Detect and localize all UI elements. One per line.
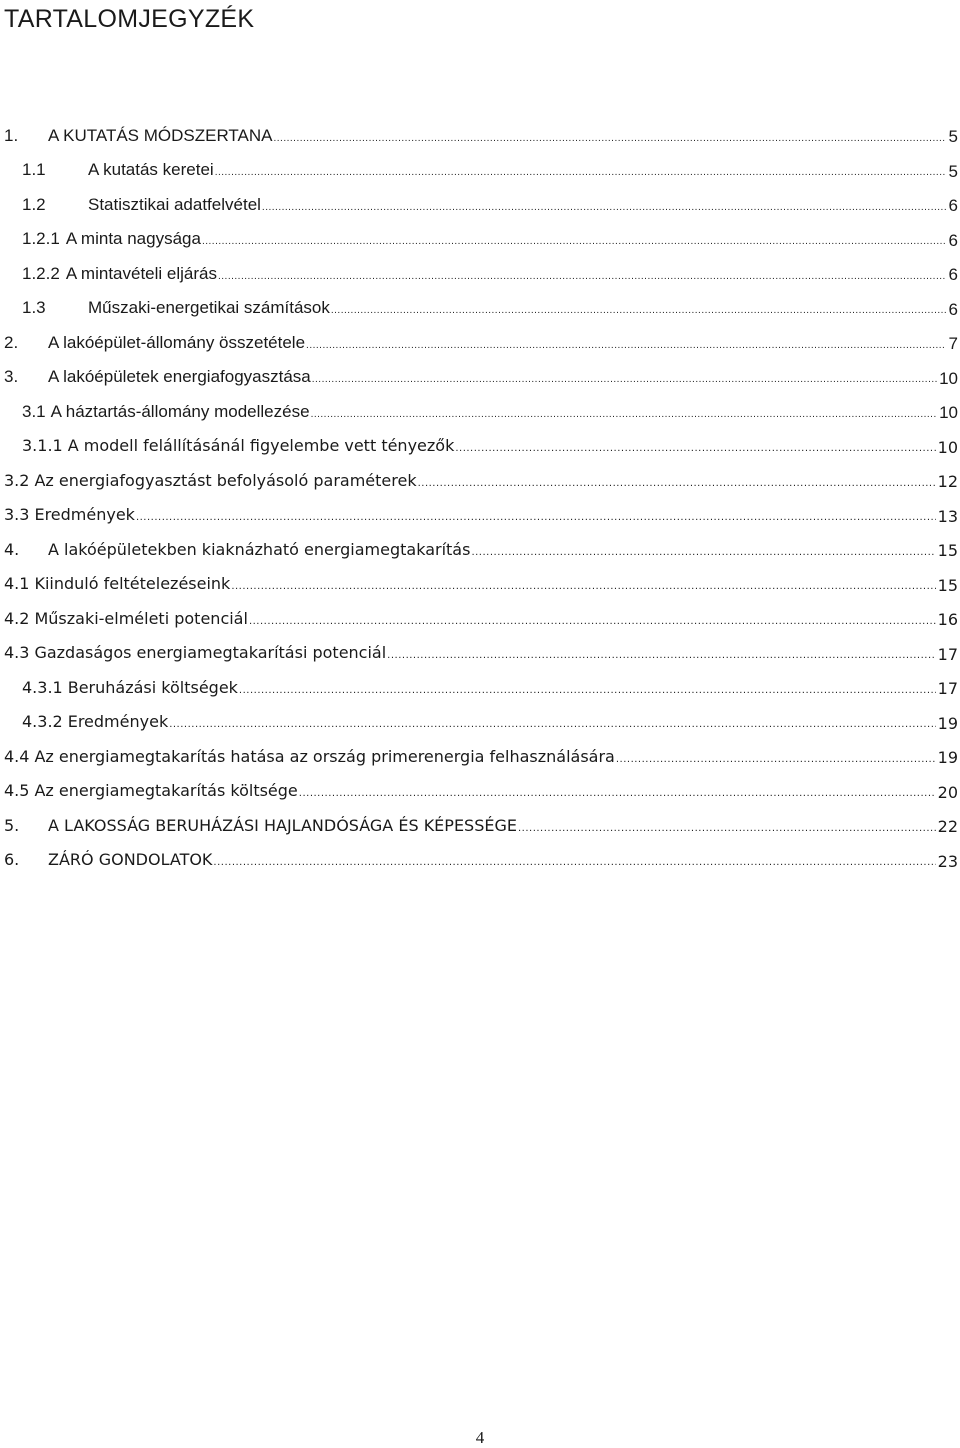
toc-dot-leader xyxy=(299,784,936,804)
toc-entry-page: 7 xyxy=(948,334,958,354)
toc-entry-title: Gazdaságos energiamegtakarítási potenciál xyxy=(34,643,387,663)
toc-dot-leader xyxy=(418,474,936,494)
toc-entry[interactable] xyxy=(0,189,960,224)
toc-entry-page: 13 xyxy=(937,506,958,526)
toc-entry-title: A kutatás keretei xyxy=(88,160,214,180)
toc-entry-page: 12 xyxy=(937,472,958,492)
toc-dot-leader xyxy=(213,853,935,873)
toc-entry-number: 4.3.1 xyxy=(22,677,63,697)
toc-entry[interactable] xyxy=(0,327,960,362)
toc-entry[interactable] xyxy=(0,500,960,535)
toc-dot-leader xyxy=(387,646,935,666)
toc-entry-page: 10 xyxy=(939,368,958,388)
toc-dot-leader xyxy=(312,370,937,390)
toc-entry[interactable] xyxy=(0,534,960,569)
toc-entry-title: A háztartás-állomány modellezése xyxy=(50,401,310,421)
toc-entry-title: Eredmények xyxy=(67,712,169,732)
toc-entry-page: 22 xyxy=(937,817,958,837)
toc-dot-leader xyxy=(249,612,936,632)
toc-dot-leader xyxy=(331,301,946,321)
toc-entry-title: Kiinduló feltételezéseink xyxy=(34,574,231,594)
toc-entry-page: 20 xyxy=(937,782,958,802)
toc-entry[interactable] xyxy=(0,224,960,259)
toc-dot-leader xyxy=(215,163,946,183)
toc-dot-leader xyxy=(311,405,938,425)
toc-entry-title: A lakóépületekben kiaknázható energiamegtakarítás xyxy=(48,539,471,559)
toc-entry-page: 10 xyxy=(937,437,958,457)
page-title: TARTALOMJEGYZÉK xyxy=(4,5,255,33)
toc-entry-number: 1. xyxy=(4,125,19,145)
toc-entry-number: 3. xyxy=(4,367,19,387)
toc-entry-number: 3.1.1 xyxy=(22,436,63,456)
toc-dot-leader xyxy=(518,819,936,839)
toc-entry-title: Az energiafogyasztást befolyásoló paraméterek xyxy=(34,470,417,490)
toc-entry-number: 1.3 xyxy=(22,298,46,318)
toc-entry[interactable] xyxy=(0,707,960,742)
toc-entry-page: 5 xyxy=(948,127,958,147)
toc-entry-title: A lakóépület-állomány összetétele xyxy=(48,332,306,352)
toc-entry-page: 6 xyxy=(948,230,958,250)
toc-dot-leader xyxy=(471,543,935,563)
toc-entry-title: Az energiamegtakarítás költsége xyxy=(34,781,298,801)
toc-entry[interactable] xyxy=(0,465,960,500)
toc-entry-number: 4.3 xyxy=(4,643,30,663)
toc-entry-number: 1.2.2 xyxy=(22,263,60,283)
toc-entry-number: 4.4 xyxy=(4,746,30,766)
toc-dot-leader xyxy=(262,198,946,218)
toc-entry-page: 19 xyxy=(937,713,958,733)
toc-entry[interactable] xyxy=(0,258,960,293)
toc-entry[interactable] xyxy=(0,569,960,604)
toc-entry[interactable] xyxy=(0,845,960,880)
toc-entry-page: 17 xyxy=(937,644,958,664)
toc-entry[interactable] xyxy=(0,603,960,638)
toc-dot-leader xyxy=(202,232,946,252)
toc-entry-title: A minta nagysága xyxy=(65,229,201,249)
toc-entry[interactable] xyxy=(0,155,960,190)
toc-entry-title: A KUTATÁS MÓDSZERTANA xyxy=(48,125,273,145)
toc-entry-title: ZÁRÓ GONDOLATOK xyxy=(48,850,213,870)
toc-entry-title: Műszaki-energetikai számítások xyxy=(88,298,330,318)
toc-entry-number: 1.1 xyxy=(22,160,46,180)
toc-entry[interactable] xyxy=(0,741,960,776)
toc-entry-page: 5 xyxy=(948,161,958,181)
toc-entry-page: 17 xyxy=(937,679,958,699)
toc-entry[interactable] xyxy=(0,362,960,397)
toc-entry[interactable] xyxy=(0,431,960,466)
toc-entry-page: 6 xyxy=(948,196,958,216)
toc-dot-leader xyxy=(231,577,935,597)
toc-entry-title: Statisztikai adatfelvétel xyxy=(88,194,261,214)
toc-entry-number: 4.2 xyxy=(4,608,30,628)
toc-entry-title: A LAKOSSÁG BERUHÁZÁSI HAJLANDÓSÁGA ÉS KÉPESSÉGE xyxy=(48,815,517,835)
table-of-contents xyxy=(0,120,960,879)
toc-entry[interactable] xyxy=(0,672,960,707)
toc-entry-number: 1.2.1 xyxy=(22,229,60,249)
toc-entry-page: 10 xyxy=(939,403,958,423)
page-number: 4 xyxy=(475,1428,485,1447)
toc-entry[interactable] xyxy=(0,776,960,811)
toc-entry-title: A modell felállításánál figyelembe vett tényezők xyxy=(67,436,455,456)
toc-entry-page: 23 xyxy=(937,851,958,871)
toc-entry-page: 19 xyxy=(937,748,958,768)
toc-entry-page: 15 xyxy=(937,575,958,595)
toc-entry[interactable] xyxy=(0,120,960,155)
toc-entry-number: 1.2 xyxy=(22,194,46,214)
toc-dot-leader xyxy=(455,439,935,459)
toc-entry-title: A mintavételi eljárás xyxy=(65,263,217,283)
toc-entry-title: Műszaki-elméleti potenciál xyxy=(34,608,248,628)
toc-dot-leader xyxy=(306,336,946,356)
toc-entry-number: 6. xyxy=(4,850,20,870)
toc-entry[interactable] xyxy=(0,293,960,328)
toc-entry[interactable] xyxy=(0,810,960,845)
toc-dot-leader xyxy=(239,681,936,701)
toc-entry-number: 3.1 xyxy=(22,401,46,421)
toc-entry-number: 3.2 xyxy=(4,470,30,490)
toc-entry-number: 4.1 xyxy=(4,574,30,594)
toc-entry-page: 16 xyxy=(937,610,958,630)
toc-entry-title: Az energiamegtakarítás hatása az ország primerenergia felhasználására xyxy=(34,746,615,766)
toc-entry-title: Beruházási költségek xyxy=(67,677,238,697)
toc-entry-page: 6 xyxy=(948,265,958,285)
toc-entry-title: Eredmények xyxy=(34,505,135,525)
toc-entry-number: 2. xyxy=(4,332,19,352)
toc-dot-leader xyxy=(169,715,935,735)
toc-entry-number: 4. xyxy=(4,539,20,559)
toc-entry-number: 5. xyxy=(4,815,20,835)
toc-dot-leader xyxy=(136,508,936,528)
toc-entry-title: A lakóépületek energiafogyasztása xyxy=(48,367,311,387)
toc-entry-page: 6 xyxy=(948,299,958,319)
toc-dot-leader xyxy=(274,129,947,149)
toc-entry[interactable] xyxy=(0,396,960,431)
toc-dot-leader xyxy=(218,267,946,287)
toc-entry-number: 4.3.2 xyxy=(22,712,63,732)
toc-entry-page: 15 xyxy=(937,541,958,561)
toc-entry-number: 4.5 xyxy=(4,781,30,801)
toc-entry-number: 3.3 xyxy=(4,505,30,525)
toc-dot-leader xyxy=(616,750,936,770)
toc-entry[interactable] xyxy=(0,638,960,673)
